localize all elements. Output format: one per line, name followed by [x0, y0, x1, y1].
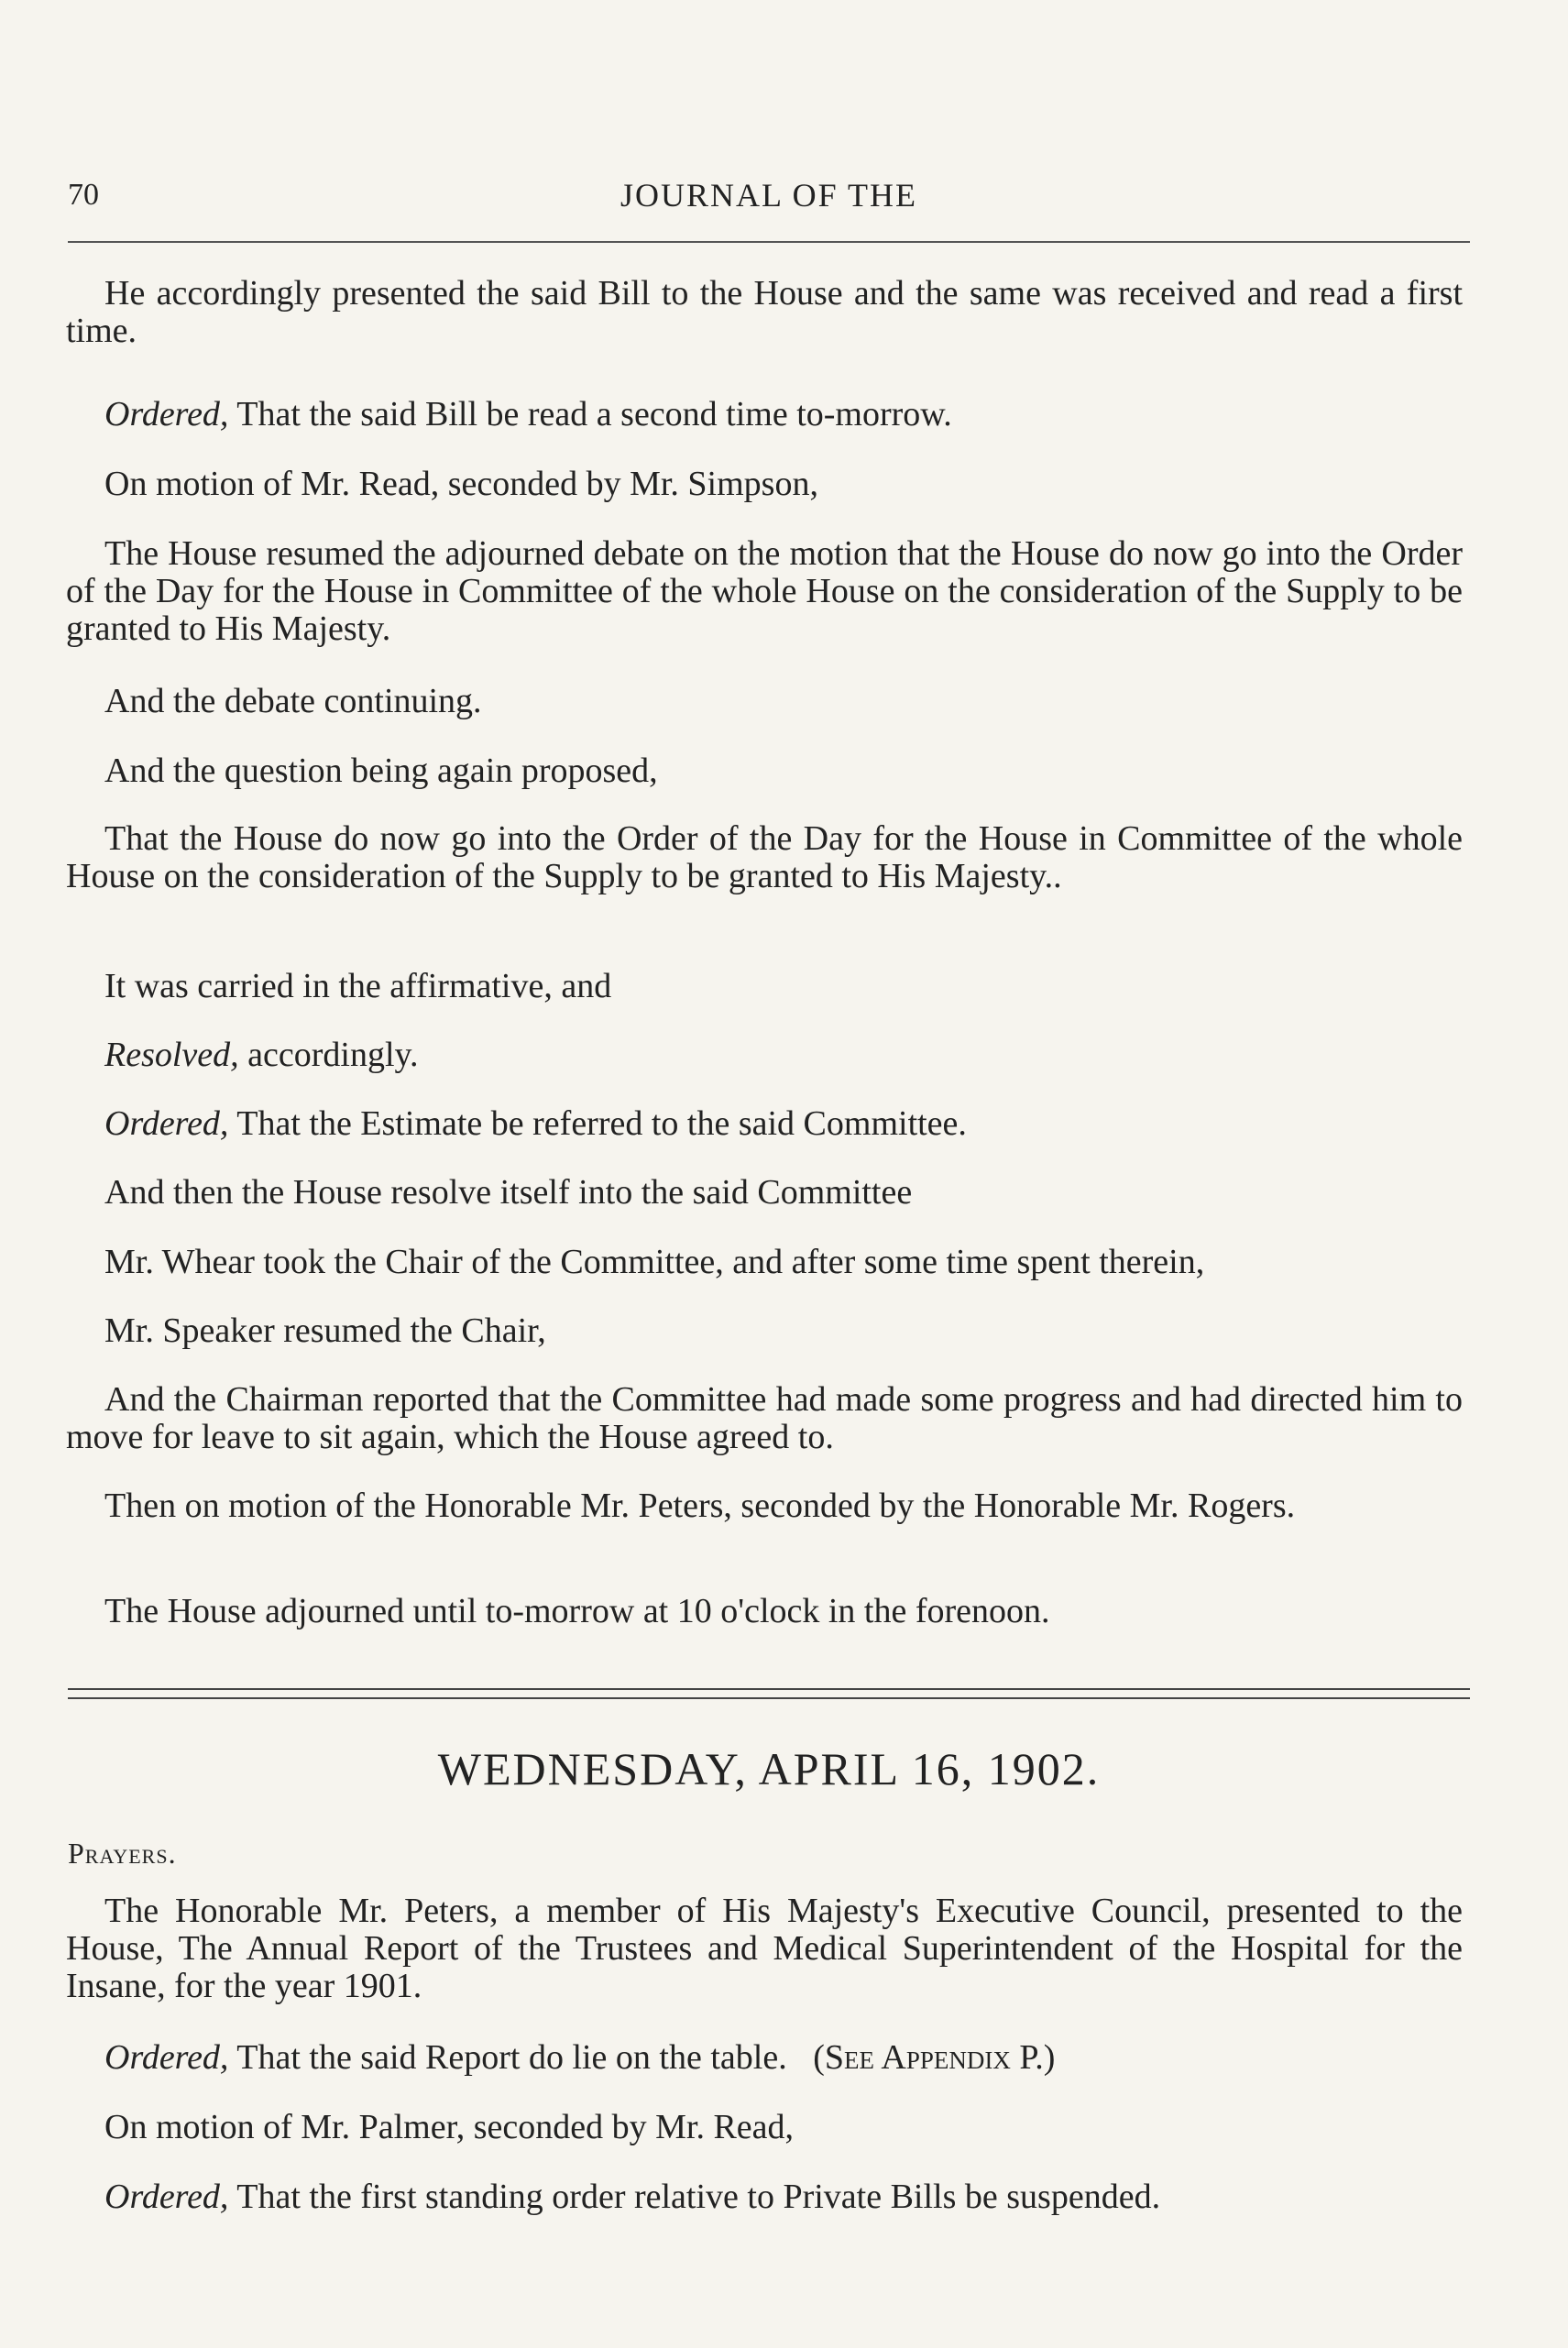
paragraph: And the Chairman reported that the Committee had made some progress and had directed him to move for leave to sit again, which the House agreed to.: [66, 1380, 1463, 1456]
paragraph: On motion of Mr. Read, seconded by Mr. Simpson,: [104, 465, 818, 503]
paragraph-ordered-standing: [66, 2178, 1463, 2216]
paragraph: Ordered, That the Estimate be referred to the said Committee.: [104, 1104, 967, 1143]
paragraph: He accordingly presented the said Bill to the House and the same was received and read a first time.: [66, 274, 1463, 350]
prayers-heading: Prayers.: [68, 1837, 177, 1870]
paragraph: That the House do now go into the Order of the Day for the House in Committee of the whole House on the consideration of the Supply to be granted to His Majesty..: [66, 819, 1463, 895]
paragraph: Ordered, That the first standing order relative to Private Bills be suspended.: [104, 2178, 1161, 2216]
ordered-label: Ordered,: [104, 1104, 229, 1143]
paragraph-resolved: [66, 1037, 1463, 1074]
paragraph-group: [66, 275, 1463, 350]
paragraph: Ordered, That the said Report do lie on the table. (See Appendix P.): [104, 2038, 1056, 2077]
paragraph-motion-text: [66, 820, 1463, 895]
paragraph: Ordered, That the said Bill be read a second time to-morrow.: [104, 395, 952, 433]
paragraph-motion-1: [66, 466, 1463, 503]
paragraph: The House resumed the adjourned debate on the motion that the House do now go into the Order of the Day for the House in Committee of the whole House on the consideration of the Supply to be granted to His Majesty.: [66, 534, 1463, 648]
paragraph-continuing: [66, 683, 1463, 720]
paragraph-then-motion: [66, 1487, 1463, 1525]
ordered-label: Ordered,: [104, 2178, 229, 2216]
paragraph: Mr. Whear took the Chair of the Committee, and after some time spent therein,: [104, 1243, 1205, 1281]
paragraph-carried: [66, 968, 1463, 1005]
paragraph: And then the House resolve itself into the said Committee: [104, 1173, 913, 1212]
paragraph: The House adjourned until to-morrow at 10 o'clock in the forenoon.: [104, 1592, 1050, 1630]
paragraph: And the question being again proposed,: [104, 752, 658, 790]
paragraph-resolve-committee: [66, 1174, 1463, 1212]
paragraph: And the debate continuing.: [104, 682, 482, 720]
resolved-label: Resolved,: [104, 1036, 239, 1074]
paragraph: It was carried in the affirmative, and: [104, 967, 612, 1005]
paragraph: Resolved, accordingly.: [104, 1036, 419, 1074]
paragraph-ordered-1: [66, 396, 1463, 433]
paragraph-chair: [66, 1244, 1463, 1281]
ordered-label: Ordered,: [104, 2038, 229, 2077]
paragraph: Mr. Speaker resumed the Chair,: [104, 1311, 546, 1350]
section-divider: [68, 1688, 1470, 1699]
paragraph: Then on motion of the Honorable Mr. Peters, seconded by the Honorable Mr. Rogers.: [104, 1487, 1296, 1525]
page-header: [68, 170, 1470, 220]
ordered-label: Ordered,: [104, 395, 229, 433]
date-heading: WEDNESDAY, APRIL 16, 1902.: [437, 1743, 1101, 1794]
paragraph-motion-palmer: [66, 2109, 1463, 2146]
header-rule: [68, 241, 1470, 243]
running-head: JOURNAL OF THE: [620, 177, 917, 214]
paragraph-question: [66, 752, 1463, 790]
paragraph-report-presented: [66, 1893, 1463, 2005]
paragraph-speaker: [66, 1312, 1463, 1350]
paragraph-debate: [66, 535, 1463, 648]
paragraph-adjourned: [66, 1593, 1463, 1630]
paragraph-ordered-2: [66, 1105, 1463, 1143]
paragraph: The Honorable Mr. Peters, a member of His Majesty's Executive Council, presented to the House, The Annual Report of the Trustees and Medical Superintendent of the Hospital for the Insane, for the year 1901.: [66, 1892, 1463, 2005]
paragraph-ordered-report: [66, 2039, 1463, 2077]
page-number: 70: [68, 178, 99, 212]
paragraph: On motion of Mr. Palmer, seconded by Mr. Read,: [104, 2108, 795, 2146]
appendix-reference: (See Appendix P.): [813, 2038, 1056, 2077]
paragraph-chairman-report: [66, 1381, 1463, 1456]
